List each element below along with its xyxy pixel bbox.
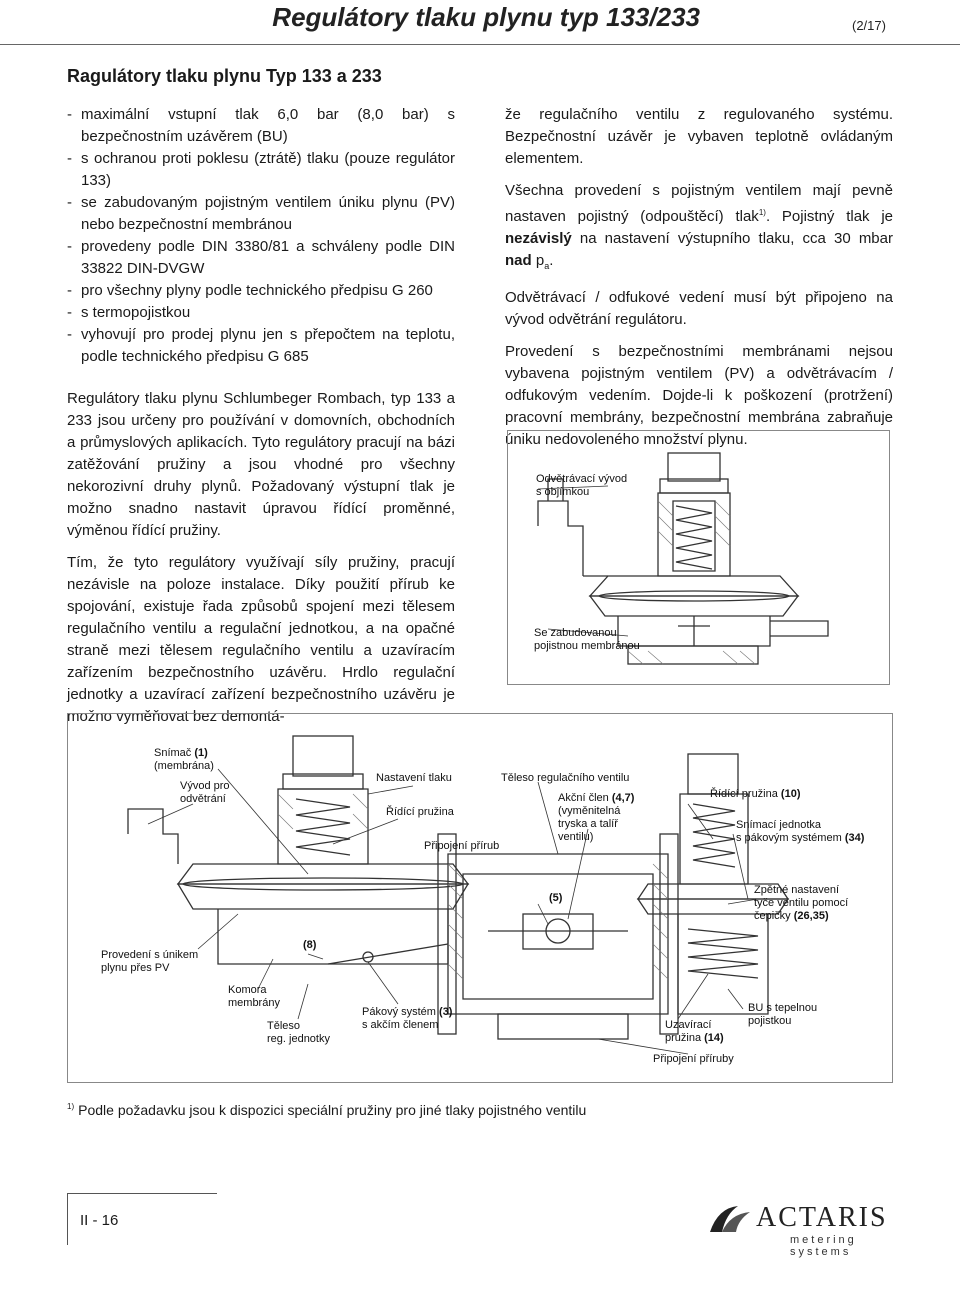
label-sensing-unit: Snímací jednotka s pákovým systémem (34) xyxy=(736,819,865,844)
bullet-item: - se zabudovaným pojistným ventilem úniku plynu (PV) nebo bezpečnostní membránou xyxy=(67,192,455,236)
label-control-spring-10: Řídící pružina (10) xyxy=(710,788,801,800)
page-indicator: (2/17) xyxy=(852,18,886,33)
left-column xyxy=(67,104,455,728)
paragraph: Odvětrávací / odfukové vedení musí být připojeno na vývod odvětrání regulátoru. xyxy=(505,289,893,328)
label-reset-rod: Zpětné nastavení tyče ventilu pomocí čepičky (26,35) xyxy=(754,884,849,922)
paragraph: Provedení s bezpečnostními membránami nejsou vybavena pojistným ventilem (PV) a odvětrávacím / odfukovým vedením. Dojde-li k poškození (protržení) pracovní membrány, bezpečnostní membrána zabraňuje úniku nedovoleného množství plynu. xyxy=(505,343,893,448)
bullet-item: - s termopojistkou xyxy=(67,302,455,324)
regulator-figure xyxy=(507,430,890,685)
label-safety-membrane: Se zabudovanou pojistnou membránou xyxy=(534,627,640,652)
label-flange-connection-bottom: Připojení příruby xyxy=(653,1053,734,1065)
label-actuator: Akční člen (4,7) (vyměnitelná tryska a talíř ventilu) xyxy=(558,792,635,843)
bullet-item: - pro všechny plyny podle technického předpisu G 260 xyxy=(67,280,455,302)
label-shutoff-thermal: BU s tepelnou pojistkou xyxy=(748,1002,818,1027)
footnote: $^{1)}$ Podle požadavku jsou k dispozici speciální pružiny pro jiné tlaky pojistného ventilu xyxy=(67,1102,587,1118)
label-control-spring: Řídící pružina xyxy=(386,806,454,818)
header-divider xyxy=(0,44,960,45)
actaris-logo-mark xyxy=(708,1202,752,1240)
pagenum-rule-vertical xyxy=(67,1193,68,1245)
label-pressure-setting: Nastavení tlaku xyxy=(376,772,452,784)
right-column xyxy=(505,104,893,451)
label-sensor-membrane: Snímač (1) (membrána) xyxy=(154,747,214,772)
bullet-item: - vyhovují pro prodej plynu jen s přepočtem na teplotu, podle technického předpisu G 685 xyxy=(67,324,455,368)
label-regulator-body: Těleso reg. jednotky xyxy=(267,1020,330,1045)
bullet-item: - s ochranou proti poklesu (ztrátě) tlaku (pouze regulátor 133) xyxy=(67,148,455,192)
document-title: Regulátory tlaku plynu typ 133/233 xyxy=(272,2,700,32)
bullet-item: - provedeny podle DIN 3380/81 a schváleny podle DIN 33822 DIN-DVGW xyxy=(67,236,455,280)
pagenum-rule xyxy=(67,1193,217,1194)
paragraph: Regulátory tlaku plynu Schlumbeger Rombach, typ 133 a 233 jsou určeny pro používání v domovních, obchodních a průmyslových aplikacích. Tyto regulátory pracují na bázi zatěžování pružiny a jsou vhodné pro všechny nekorozivní druhy plynů. Požadovaný výstupní tlak je možno snadno nastavit úpravou řídící proměnné, výměnou řídící pružiny. xyxy=(67,390,455,539)
bullet-item: - maximální vstupní tlak 6,0 bar (8,0 bar) s bezpečnostním uzávěrem (BU) xyxy=(67,104,455,148)
paragraph: Tím, že tyto regulátory využívají síly pružiny, pracují nezávisle na poloze instalace. Díky použití přírub ke spojování, existuje řada způsobů spojení mezi tělesem regulačního ventilu a regulační jednotkou, a na opačné straně mezi tělesem regulačního ventilu a uzavíracím zařízením bezpečnostního uzávěru. Hrdlo regulační jednotky a uzavírací zařízení bezpečnostního uzávěru je možno vyměňovat bez demontá- xyxy=(67,554,455,725)
label-relief-version: Provedení s únikem plynu přes PV xyxy=(101,949,199,974)
label-closing-spring: Uzavírací pružina (14) xyxy=(665,1019,724,1044)
paragraph: že regulačního ventilu z regulovaného systému. Bezpečnostní uzávěr je vybaven teplotně ovládaným elementem. xyxy=(505,106,893,167)
logo-tagline: metering systems xyxy=(790,1234,857,1258)
logo-wordmark: ACTARIS xyxy=(756,1202,888,1233)
page-number: II - 16 xyxy=(80,1212,119,1229)
paragraph: Všechna provedení s pojistným ventilem mají pevně nastaven pojistný (odpouštěcí) tlak$^{1)}$. Pojistný tlak je nezávislý na nastavení výstupního tlaku, cca 30 mbar nad $p_a$. xyxy=(505,182,893,271)
actaris-logo xyxy=(708,1200,918,1258)
label-lever-system: Pákový systém (3) s akčím členem xyxy=(362,1006,453,1031)
label-vent-outlet: Odvětrávací vývod s objímkou xyxy=(536,473,628,498)
label-membrane-chamber: Komora membrány xyxy=(228,984,280,1009)
regulator-assembly-figure xyxy=(67,713,893,1083)
label-valve-body: Těleso regulačního ventilu xyxy=(501,772,630,784)
label-flange-connection: Připojení přírub xyxy=(424,840,500,852)
label-vent-outlet: Vývod pro odvětrání xyxy=(180,780,230,805)
section-title: Ragulátory tlaku plynu Typ 133 a 233 xyxy=(67,66,382,86)
label-part-8: (8) xyxy=(303,939,317,951)
label-part-5: (5) xyxy=(549,892,563,904)
